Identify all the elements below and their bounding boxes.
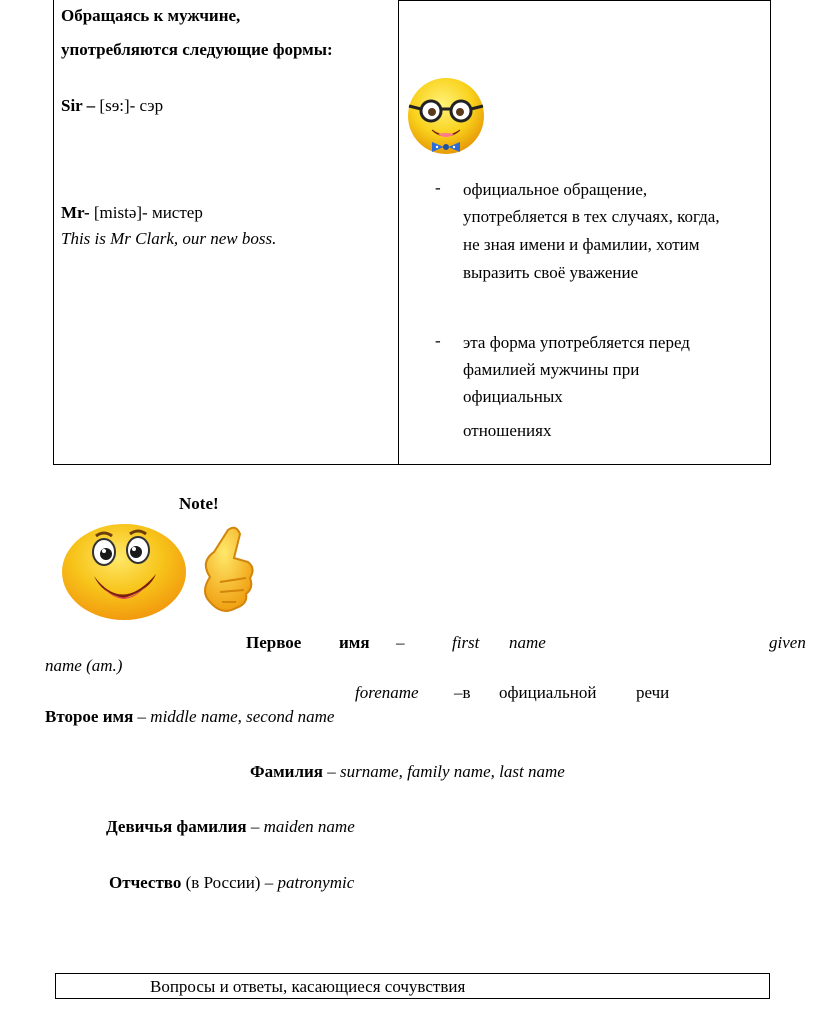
left-heading-line2: употребляются следующие формы: bbox=[61, 40, 333, 59]
mr-example: This is Mr Clark, our new boss. bbox=[61, 229, 277, 248]
forename-dash: –в bbox=[454, 683, 471, 702]
bullet1-line1: официальное обращение, bbox=[463, 180, 648, 199]
bullet2-line2: фамилией мужчины при bbox=[463, 360, 640, 379]
first-name-ru-1: Первое bbox=[246, 633, 302, 652]
middle-name-ru: Второе имя bbox=[45, 707, 134, 726]
maiden-name-en: – maiden name bbox=[246, 817, 355, 836]
bullet2-line3: официальных bbox=[463, 387, 563, 406]
maiden-name-entry bbox=[106, 817, 355, 837]
table-column-divider bbox=[398, 0, 399, 464]
left-heading-line1: Обращаясь к мужчине, bbox=[61, 6, 241, 25]
maiden-name-ru: Девичья фамилия bbox=[106, 817, 247, 836]
bullet2-marker: - bbox=[435, 331, 441, 350]
sir-pronunciation: [sɘ:]- сэр bbox=[95, 96, 164, 115]
forename-word: forename bbox=[355, 683, 419, 702]
bullet1-line2: употребляется в тех случаях, когда, bbox=[463, 207, 720, 226]
speech-word: речи bbox=[636, 683, 670, 702]
middle-name-entry bbox=[45, 707, 334, 727]
pointing-emoji-icon bbox=[60, 522, 260, 622]
patronymic-entry bbox=[109, 873, 354, 893]
mr-word: Mr- bbox=[61, 203, 90, 222]
patronymic-ru: Отчество bbox=[109, 873, 182, 892]
patronymic-en: patronymic bbox=[277, 873, 355, 892]
mr-entry bbox=[61, 203, 203, 223]
surname-entry bbox=[250, 762, 565, 782]
patronymic-mid: (в России) – bbox=[181, 873, 278, 892]
given-word: given bbox=[769, 633, 806, 652]
sir-word: Sir – bbox=[61, 96, 96, 115]
bullet1-line3: не зная имени и фамилии, хотим bbox=[463, 235, 700, 254]
surname-en: – surname, family name, last name bbox=[323, 762, 565, 781]
table-top-border bbox=[398, 0, 770, 1]
nerd-emoji-icon bbox=[402, 78, 490, 162]
sir-entry bbox=[61, 96, 163, 116]
first-name-dash: – bbox=[396, 633, 405, 652]
mr-pronunciation: [mistə]- мистер bbox=[89, 203, 203, 222]
given-name-continuation: name (am.) bbox=[45, 656, 123, 675]
bullet2-line1: эта форма употребляется перед bbox=[463, 333, 690, 352]
middle-name-en: – middle name, second name bbox=[133, 707, 335, 726]
surname-ru: Фамилия bbox=[250, 762, 324, 781]
bullet1-marker: - bbox=[435, 178, 441, 197]
first-name-en-2: name bbox=[509, 633, 546, 652]
official-word: официальной bbox=[499, 683, 597, 702]
note-label: Note! bbox=[179, 494, 219, 513]
bullet1-line4: выразить своё уважение bbox=[463, 263, 639, 282]
first-name-ru-2: имя bbox=[339, 633, 370, 652]
first-name-en-1: first bbox=[452, 633, 480, 652]
footer-box-text: Вопросы и ответы, касающиеся сочувствия bbox=[150, 977, 466, 996]
bullet2-line4: отношениях bbox=[463, 421, 552, 440]
